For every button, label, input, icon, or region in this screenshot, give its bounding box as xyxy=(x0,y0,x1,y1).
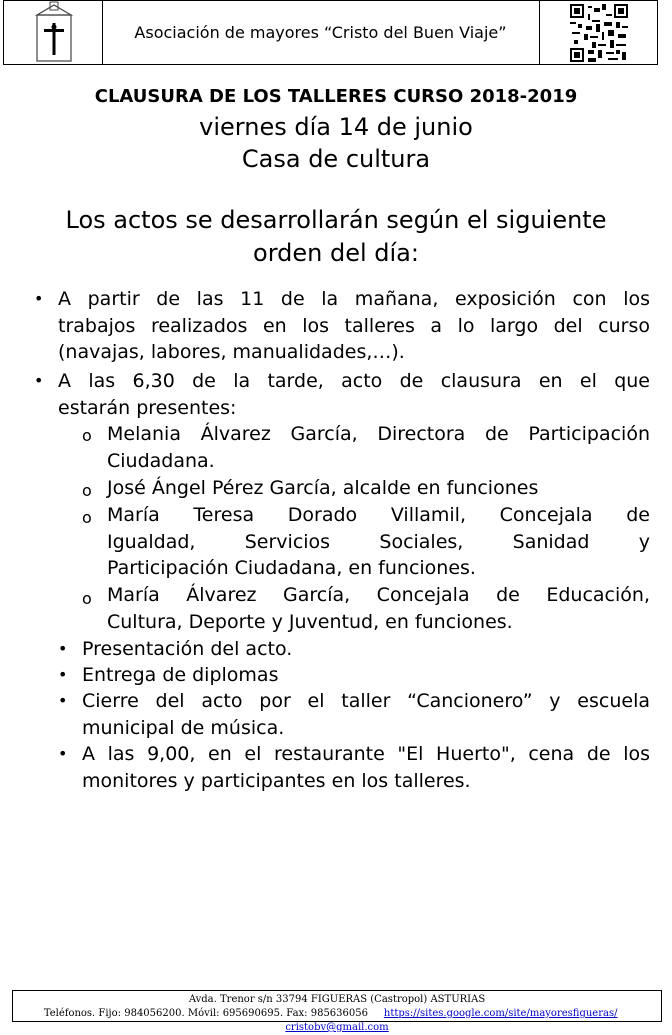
email-link[interactable]: cristobv@gmail.com xyxy=(285,1022,389,1033)
circle-bullet-icon: o xyxy=(82,426,92,445)
association-name: Asociación de mayores “Cristo del Buen Viaje” xyxy=(134,23,507,42)
church-logo xyxy=(4,1,103,64)
bullet-icon: • xyxy=(58,639,68,658)
list-item: Presentación del acto. xyxy=(82,638,293,660)
sub-list-item: Melania Álvarez García, Directora de Participación Ciudadana. xyxy=(107,423,650,472)
list-item: Cierre del acto por el taller “Cancionero” y escuela municipal de música. xyxy=(82,690,650,739)
sub-list-item: María Teresa Dorado Villamil, Concejala de Igualdad, Servicios Sociales, Sanidad y Participación Ciudadana, en funciones. xyxy=(107,504,650,579)
agenda-intro-line2: orden del día: xyxy=(253,239,419,267)
circle-bullet-icon: o xyxy=(82,508,92,527)
list-item: A partir de las 11 de la mañana, exposición con los trabajos realizados en los talleres a lo largo del curso (navajas, labores, manualidades,…). xyxy=(58,288,650,363)
qr-code-icon xyxy=(570,4,628,62)
letterhead xyxy=(3,0,658,65)
footer-phones: Teléfonos. Fijo: 984056200. Móvil: 695690695. Fax: 985636056 xyxy=(43,1008,368,1019)
event-place: Casa de cultura xyxy=(241,145,431,173)
sub-list-item: José Ángel Pérez García, alcalde en funciones xyxy=(107,477,539,499)
website-link[interactable]: https://sites.google.com/site/mayoresfigueras/ xyxy=(383,1008,618,1019)
document-title: CLAUSURA DE LOS TALLERES CURSO 2018-2019 xyxy=(94,86,578,107)
list-item: A las 6,30 de la tarde, acto de clausura en el que estarán presentes: xyxy=(58,370,650,419)
footer-address: Avda. Trenor s/n 33794 FIGUERAS (Castropol) ASTURIAS xyxy=(188,994,486,1005)
church-crucifix-logo xyxy=(4,1,102,64)
event-date: viernes día 14 de junio xyxy=(199,113,473,141)
agenda-intro xyxy=(0,204,672,270)
page-footer xyxy=(12,990,662,1033)
qr-code xyxy=(539,1,658,64)
list-item: A las 9,00, en el restaurante "El Huerto", cena de los monitores y participantes en los talleres. xyxy=(82,743,650,792)
bullet-icon: • xyxy=(34,371,44,390)
bullet-icon: • xyxy=(34,289,44,308)
circle-bullet-icon: o xyxy=(82,589,92,608)
agenda-intro-line1: Los actos se desarrollarán según el siguiente xyxy=(65,206,607,234)
bullet-icon: • xyxy=(58,691,68,710)
sub-list-item: María Álvarez García, Concejala de Educación, Cultura, Deporte y Juventud, en funciones. xyxy=(107,584,650,633)
bullet-icon: • xyxy=(58,744,68,763)
bullet-icon: • xyxy=(58,665,68,684)
list-item: Entrega de diplomas xyxy=(82,664,279,686)
circle-bullet-icon: o xyxy=(82,481,92,500)
footer-contact xyxy=(13,1007,661,1035)
